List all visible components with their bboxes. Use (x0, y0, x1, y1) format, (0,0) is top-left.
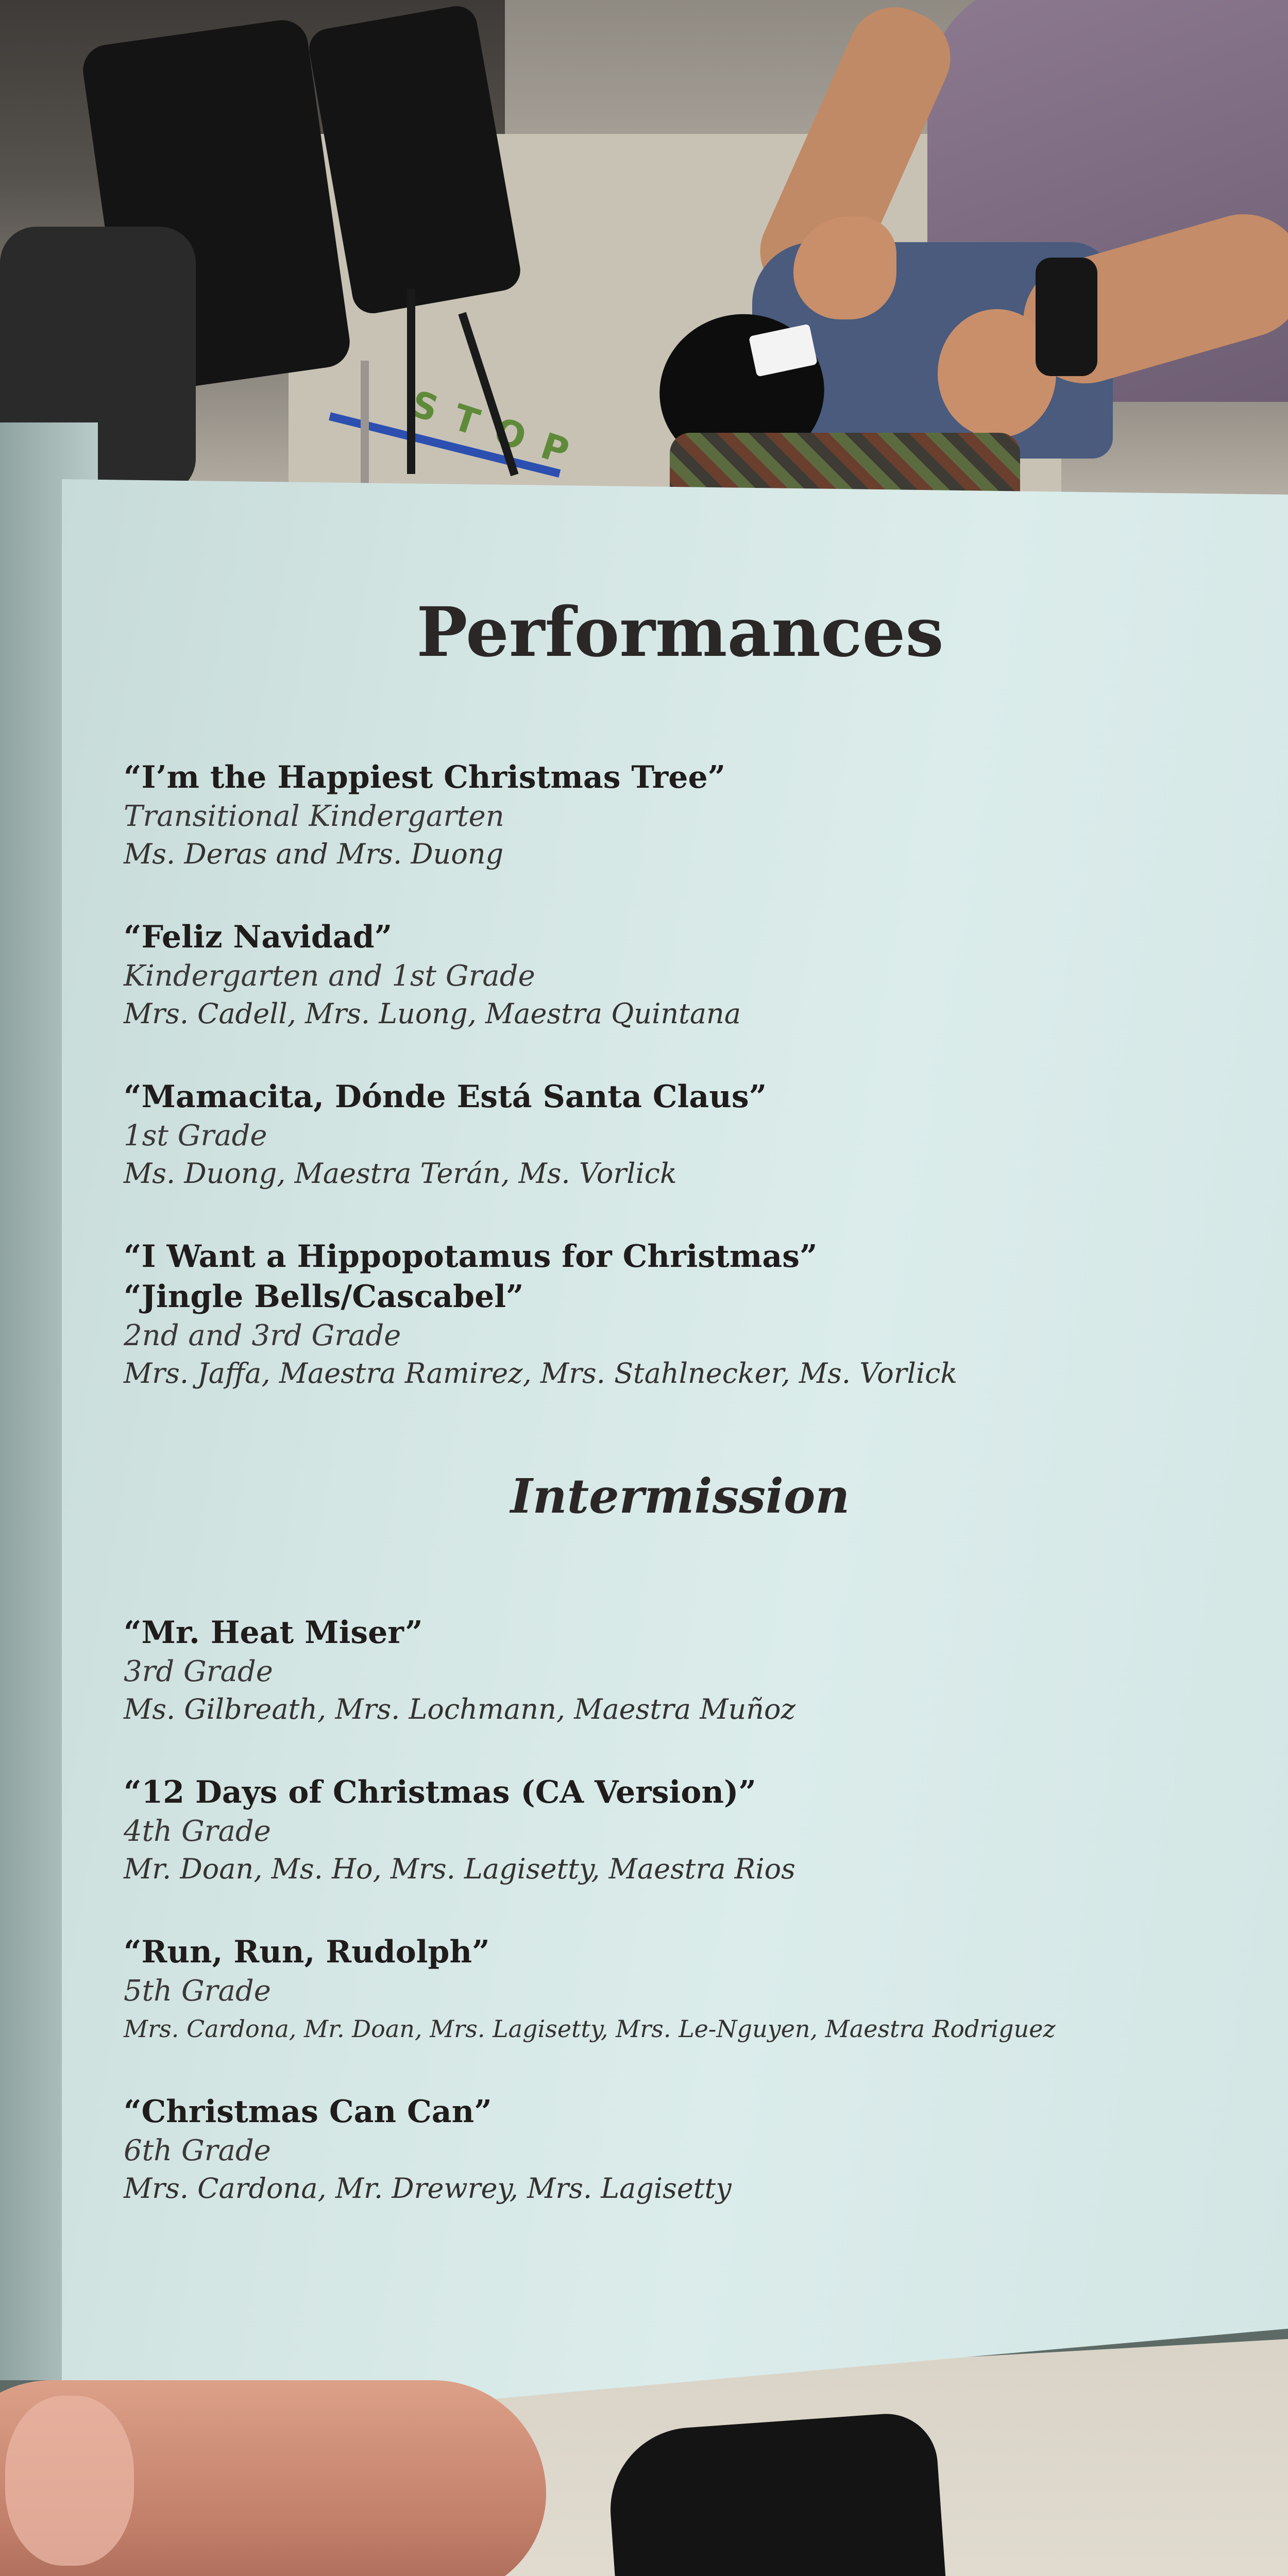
performance-entry (124, 2092, 1236, 2207)
black-pants (605, 2411, 961, 2576)
teacher-names: Mrs. Cardona, Mr. Drewrey, Mrs. Lagisetty (124, 2172, 732, 2205)
grade-level: Kindergarten and 1st Grade (124, 959, 535, 993)
performance-entry (124, 1077, 1236, 1192)
chair-leg (361, 361, 369, 484)
grade-level: 3rd Grade (124, 1655, 273, 1688)
grade-level: Transitional Kindergarten (124, 800, 504, 833)
teacher-names: Mrs. Cardona, Mr. Doan, Mrs. Lagisetty, Mrs. Le-Nguyen, Maestra Rodriguez (124, 2015, 1056, 2043)
grade-level: 1st Grade (124, 1119, 267, 1153)
intermission-heading: Intermission (510, 1468, 850, 1524)
grade-level: 5th Grade (124, 1974, 271, 2008)
teacher-names: Ms. Duong, Maestra Terán, Ms. Vorlick (124, 1157, 677, 1190)
song-title: “Christmas Can Can” (124, 2094, 492, 2130)
song-title: “Mamacita, Dónde Está Santa Claus” (124, 1079, 767, 1115)
wristwatch (1036, 258, 1097, 376)
grade-level: 2nd and 3rd Grade (124, 1319, 401, 1352)
teacher-names: Ms. Gilbreath, Mrs. Lochmann, Maestra Muñoz (124, 1693, 796, 1725)
song-title: “I’m the Happiest Christmas Tree” (124, 759, 726, 795)
teacher-names: Mrs. Jaffa, Maestra Ramirez, Mrs. Stahlnecker, Ms. Vorlick (124, 1357, 958, 1389)
performance-entry (124, 1613, 1236, 1728)
performance-entry (124, 1772, 1236, 1888)
song-title: “Feliz Navidad” (124, 919, 393, 955)
performance-entry (124, 1932, 1236, 2047)
performance-entry (124, 757, 1236, 873)
song-title: “Mr. Heat Miser” (124, 1615, 423, 1651)
thumbnail (5, 2396, 134, 2566)
grade-level: 6th Grade (124, 2134, 271, 2167)
teacher-names: Mr. Doan, Ms. Ho, Mrs. Lagisetty, Maestra Rios (124, 1853, 795, 1885)
chair-leg (407, 289, 415, 474)
performance-entry (124, 1236, 1236, 1392)
program-title: Performances (416, 592, 944, 672)
teacher-names: Ms. Deras and Mrs. Duong (124, 838, 504, 870)
song-title: “I Want a Hippopotamus for Christmas” (124, 1239, 818, 1275)
song-title: “Jingle Bells/Cascabel” (124, 1279, 524, 1315)
teacher-names: Mrs. Cadell, Mrs. Luong, Maestra Quintana (124, 997, 741, 1030)
grade-level: 4th Grade (124, 1815, 271, 1848)
performance-entry (124, 917, 1236, 1032)
song-title: “12 Days of Christmas (CA Version)” (124, 1774, 756, 1810)
song-title: “Run, Run, Rudolph” (124, 1934, 490, 1970)
